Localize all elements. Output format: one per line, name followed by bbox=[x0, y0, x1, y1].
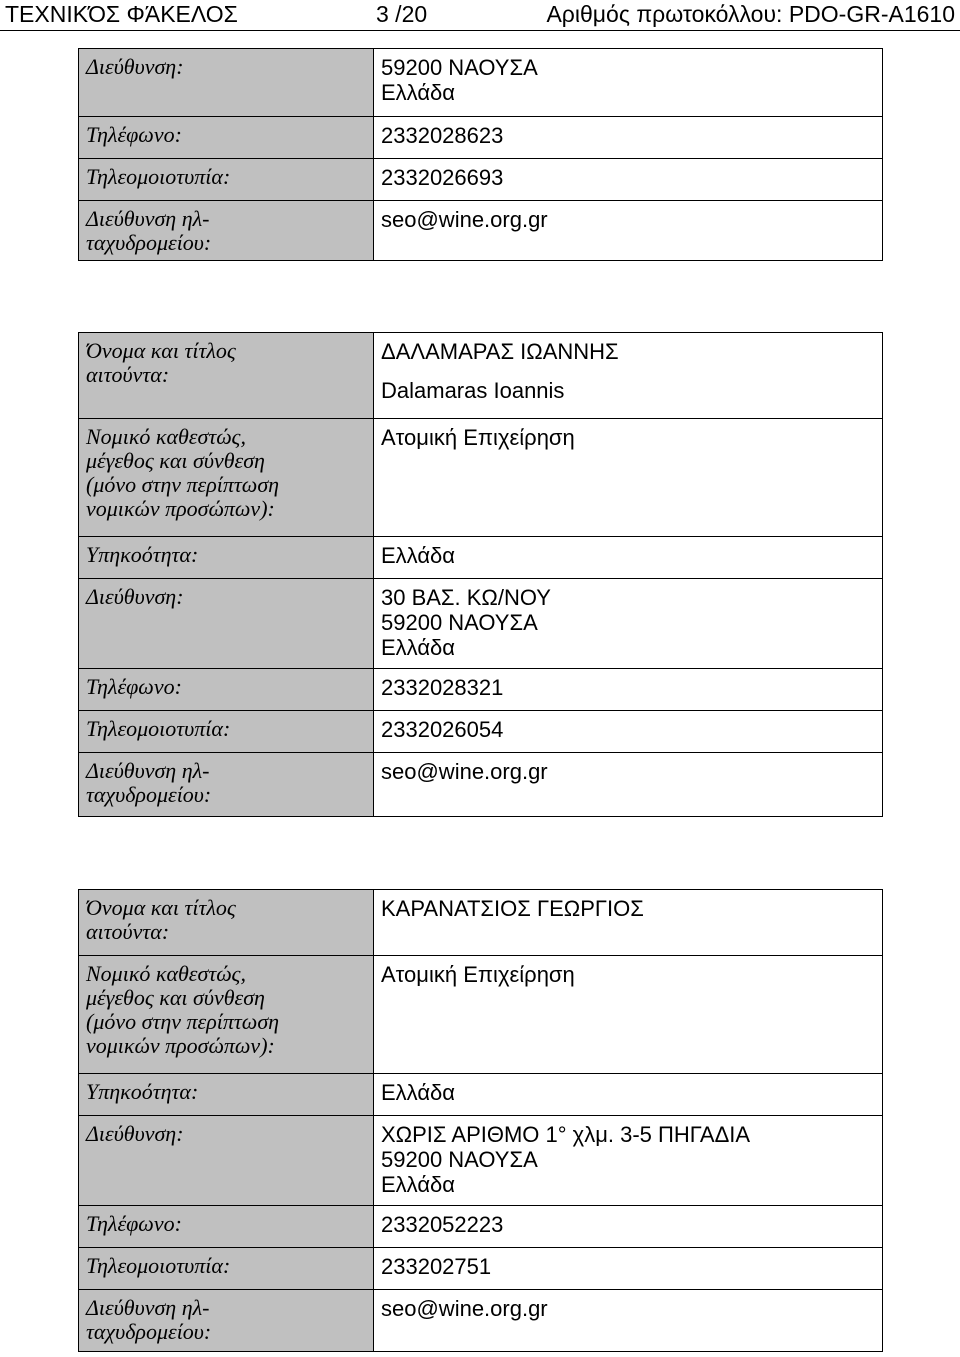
email-row bbox=[79, 201, 883, 261]
phone-label: Τηλέφωνο: bbox=[79, 669, 374, 711]
email-label-line: ταχυδρομείου: bbox=[86, 782, 212, 807]
legal-label-line: νομικών προσώπων): bbox=[86, 1033, 275, 1058]
name-row bbox=[79, 890, 883, 956]
applicant-name: ΔΑΛΑΜΑΡΑΣ ΙΩΑΝΝΗΣ bbox=[381, 339, 619, 364]
address-label: Διεύθυνση: bbox=[79, 1116, 374, 1206]
phone-value: 2332028321 bbox=[374, 669, 883, 711]
fax-value: 2332026054 bbox=[374, 711, 883, 753]
legal-label-line: νομικών προσώπων): bbox=[86, 496, 275, 521]
fax-row bbox=[79, 159, 883, 201]
fax-row bbox=[79, 1248, 883, 1290]
email-row bbox=[79, 753, 883, 817]
address-label: Διεύθυνση: bbox=[79, 49, 374, 117]
email-label bbox=[79, 201, 374, 261]
email-label-line: ταχυδρομείου: bbox=[86, 1319, 212, 1344]
email-value: seo@wine.org.gr bbox=[374, 753, 883, 817]
email-label bbox=[79, 1290, 374, 1352]
nationality-label: Υπηκοότητα: bbox=[79, 537, 374, 579]
name-label-line: Όνομα και τίτλος bbox=[86, 895, 236, 920]
legal-status-value: Ατομική Επιχείρηση bbox=[374, 419, 883, 537]
legal-status-row bbox=[79, 419, 883, 537]
nationality-row bbox=[79, 1074, 883, 1116]
name-value: ΚΑΡΑΝΑΤΣΙΟΣ ΓΕΩΡΓΙΟΣ bbox=[374, 890, 883, 956]
legal-status-row bbox=[79, 956, 883, 1074]
address-row bbox=[79, 1116, 883, 1206]
applicant-table-1 bbox=[78, 332, 883, 817]
nationality-label: Υπηκοότητα: bbox=[79, 1074, 374, 1116]
address-line: 59200 ΝΑΟΥΣΑ bbox=[381, 55, 538, 80]
name-label-line: αιτούντα: bbox=[86, 919, 170, 944]
address-line: Ελλάδα bbox=[381, 80, 456, 105]
address-line: Ελλάδα bbox=[381, 1172, 456, 1197]
address-line: 30 ΒΑΣ. ΚΩ/ΝΟΥ bbox=[381, 585, 551, 610]
email-label bbox=[79, 753, 374, 817]
email-value: seo@wine.org.gr bbox=[374, 201, 883, 261]
name-label-line: αιτούντα: bbox=[86, 362, 170, 387]
name-label bbox=[79, 890, 374, 956]
name-value bbox=[374, 333, 883, 419]
phone-label: Τηλέφωνο: bbox=[79, 1206, 374, 1248]
fax-value: 2332026693 bbox=[374, 159, 883, 201]
address-value bbox=[374, 49, 883, 117]
legal-status-label bbox=[79, 419, 374, 537]
page-number: 3 /20 bbox=[376, 1, 428, 27]
phone-row bbox=[79, 1206, 883, 1248]
phone-row bbox=[79, 117, 883, 159]
email-value: seo@wine.org.gr bbox=[374, 1290, 883, 1352]
address-value bbox=[374, 1116, 883, 1206]
name-label-line: Όνομα και τίτλος bbox=[86, 338, 236, 363]
legal-status-value: Ατομική Επιχείρηση bbox=[374, 956, 883, 1074]
address-line: 59200 ΝΑΟΥΣΑ bbox=[381, 610, 538, 635]
legal-status-label bbox=[79, 956, 374, 1074]
legal-label-line: (μόνο στην περίπτωση bbox=[86, 472, 280, 497]
address-line: Ελλάδα bbox=[381, 635, 456, 660]
phone-row bbox=[79, 669, 883, 711]
email-label-line: Διεύθυνση ηλ- bbox=[86, 1295, 210, 1320]
name-label bbox=[79, 333, 374, 419]
address-row bbox=[79, 49, 883, 117]
legal-label-line: μέγεθος και σύνθεση bbox=[86, 448, 265, 473]
legal-label-line: μέγεθος και σύνθεση bbox=[86, 985, 265, 1010]
fax-label: Τηλεομοιοτυπία: bbox=[79, 711, 374, 753]
nationality-row bbox=[79, 537, 883, 579]
fax-row bbox=[79, 711, 883, 753]
email-row bbox=[79, 1290, 883, 1352]
fax-label: Τηλεομοιοτυπία: bbox=[79, 1248, 374, 1290]
email-label-line: Διεύθυνση ηλ- bbox=[86, 206, 210, 231]
address-label: Διεύθυνση: bbox=[79, 579, 374, 669]
phone-value: 2332052223 bbox=[374, 1206, 883, 1248]
address-row bbox=[79, 579, 883, 669]
phone-value: 2332028623 bbox=[374, 117, 883, 159]
fax-value: 233202751 bbox=[374, 1248, 883, 1290]
nationality-value: Ελλάδα bbox=[374, 537, 883, 579]
address-line: ΧΩΡΙΣ ΑΡΙΘΜΟ 1° χλμ. 3-5 ΠΗΓΑΔΙΑ bbox=[381, 1122, 751, 1147]
applicant-table-2 bbox=[78, 889, 883, 1352]
address-value bbox=[374, 579, 883, 669]
address-line: 59200 ΝΑΟΥΣΑ bbox=[381, 1147, 538, 1172]
nationality-value: Ελλάδα bbox=[374, 1074, 883, 1116]
legal-label-line: (μόνο στην περίπτωση bbox=[86, 1009, 280, 1034]
protocol-number: Αριθμός πρωτοκόλλου: PDO-GR-A1610 bbox=[546, 1, 955, 27]
name-row bbox=[79, 333, 883, 419]
page-header bbox=[0, 0, 960, 31]
email-label-line: ταχυδρομείου: bbox=[86, 230, 212, 255]
email-label-line: Διεύθυνση ηλ- bbox=[86, 758, 210, 783]
fax-label: Τηλεομοιοτυπία: bbox=[79, 159, 374, 201]
legal-label-line: Νομικό καθεστώς, bbox=[86, 424, 246, 449]
document-title: ΤΕΧΝΙΚΌΣ ΦΆΚΕΛΟΣ bbox=[5, 1, 238, 27]
applicant-name-latin: Dalamaras Ioannis bbox=[381, 378, 565, 403]
phone-label: Τηλέφωνο: bbox=[79, 117, 374, 159]
contact-table-1 bbox=[78, 48, 883, 261]
legal-label-line: Νομικό καθεστώς, bbox=[86, 961, 246, 986]
